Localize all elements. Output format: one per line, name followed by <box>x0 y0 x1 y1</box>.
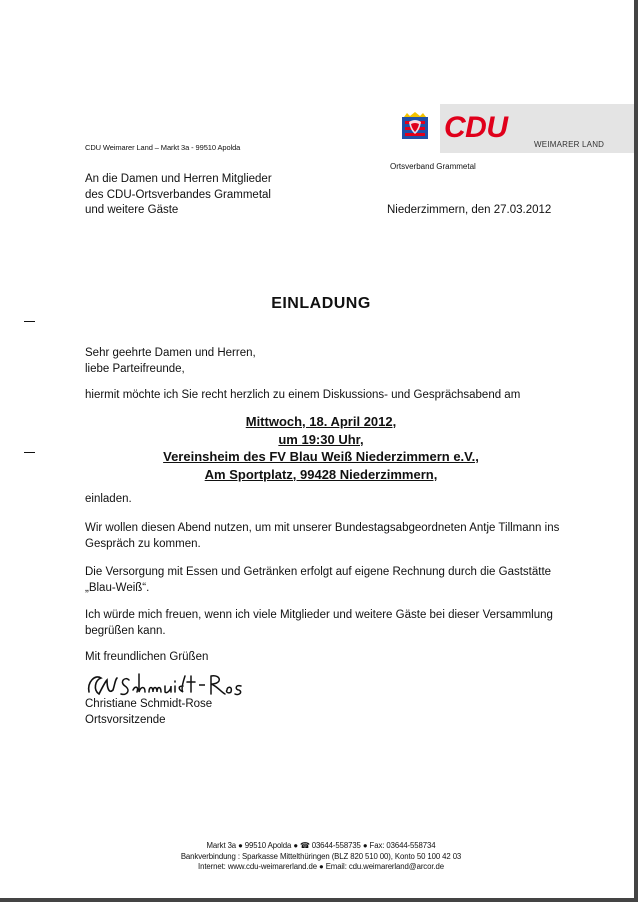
logo-region-text: WEIMARER LAND <box>534 140 605 149</box>
footer-address: Markt 3a ● 99510 Apolda ● ☎ 03644-558735 ● Fax: 03644-558734 <box>206 841 436 850</box>
event-date: Mittwoch, 18. April 2012, <box>245 414 397 429</box>
footer <box>0 841 638 873</box>
salutation-line: Sehr geehrte Damen und Herren, <box>85 347 256 359</box>
fold-mark <box>24 321 35 322</box>
paragraph-1 <box>85 521 559 552</box>
thuringia-crest-icon <box>399 112 431 142</box>
footer-bank: Bankverbindung : Sparkasse Mittelthüringen (BLZ 820 510 00), Konto 50 100 42 03 <box>180 851 462 861</box>
recipient-line: und weitere Gäste <box>85 204 179 216</box>
paragraph-line: Gespräch zu kommen. <box>85 537 201 550</box>
cdu-logo <box>390 104 634 153</box>
event-time: um 19:30 Uhr, <box>278 431 364 447</box>
signer-name: Christiane Schmidt-Rose <box>85 698 213 710</box>
salutation-line: liebe Parteifreunde, <box>85 362 185 375</box>
recipient-line: An die Damen und Herren Mitglieder <box>85 173 272 185</box>
paragraph-3 <box>85 608 553 639</box>
paragraph-2 <box>85 565 551 596</box>
sender-line: CDU Weimarer Land – Markt 3a - 99510 Apolda <box>85 143 241 152</box>
recipient-line: des CDU-Ortsverbandes Grammetal <box>85 188 271 201</box>
signer-block <box>85 697 212 728</box>
paragraph-line: „Blau-Weiß“. <box>85 581 150 594</box>
event-venue: Vereinsheim des FV Blau Weiß Niederzimmern e.V., <box>163 449 479 464</box>
signer-role: Ortsvorsitzende <box>85 713 166 726</box>
footer-contact: Internet: www.cdu-weimarerland.de ● Email: cdu.weimarerland@arcor.de <box>198 862 444 871</box>
einladen-text: einladen. <box>85 493 132 505</box>
ortsverband-label: Ortsverband Grammetal <box>390 162 476 171</box>
cdu-logo-text: CDU <box>444 111 508 144</box>
date-line: Niederzimmern, den 27.03.2012 <box>387 204 552 216</box>
paragraph-line: Die Versorgung mit Essen und Getränken erfolgt auf eigene Rechnung durch die Gaststätte <box>85 566 552 578</box>
intro-text: hiermit möchte ich Sie recht herzlich zu einem Diskussions- und Gesprächsabend am <box>85 389 521 401</box>
page-title: EINLADUNG <box>271 295 371 312</box>
closing-text: Mit freundlichen Grüßen <box>85 651 209 663</box>
salutation <box>85 346 256 377</box>
paragraph-line: begrüßen kann. <box>85 624 166 637</box>
recipient-address <box>85 172 272 219</box>
event-address: Am Sportplatz, 99428 Niederzimmern, <box>204 466 438 482</box>
paragraph-line: Wir wollen diesen Abend nutzen, um mit unserer Bundestagsabgeordneten Antje Tillmann ins <box>85 522 560 534</box>
event-details <box>0 413 638 483</box>
paragraph-line: Ich würde mich freuen, wenn ich viele Mitglieder und weitere Gäste bei dieser Versammlung <box>85 609 553 621</box>
